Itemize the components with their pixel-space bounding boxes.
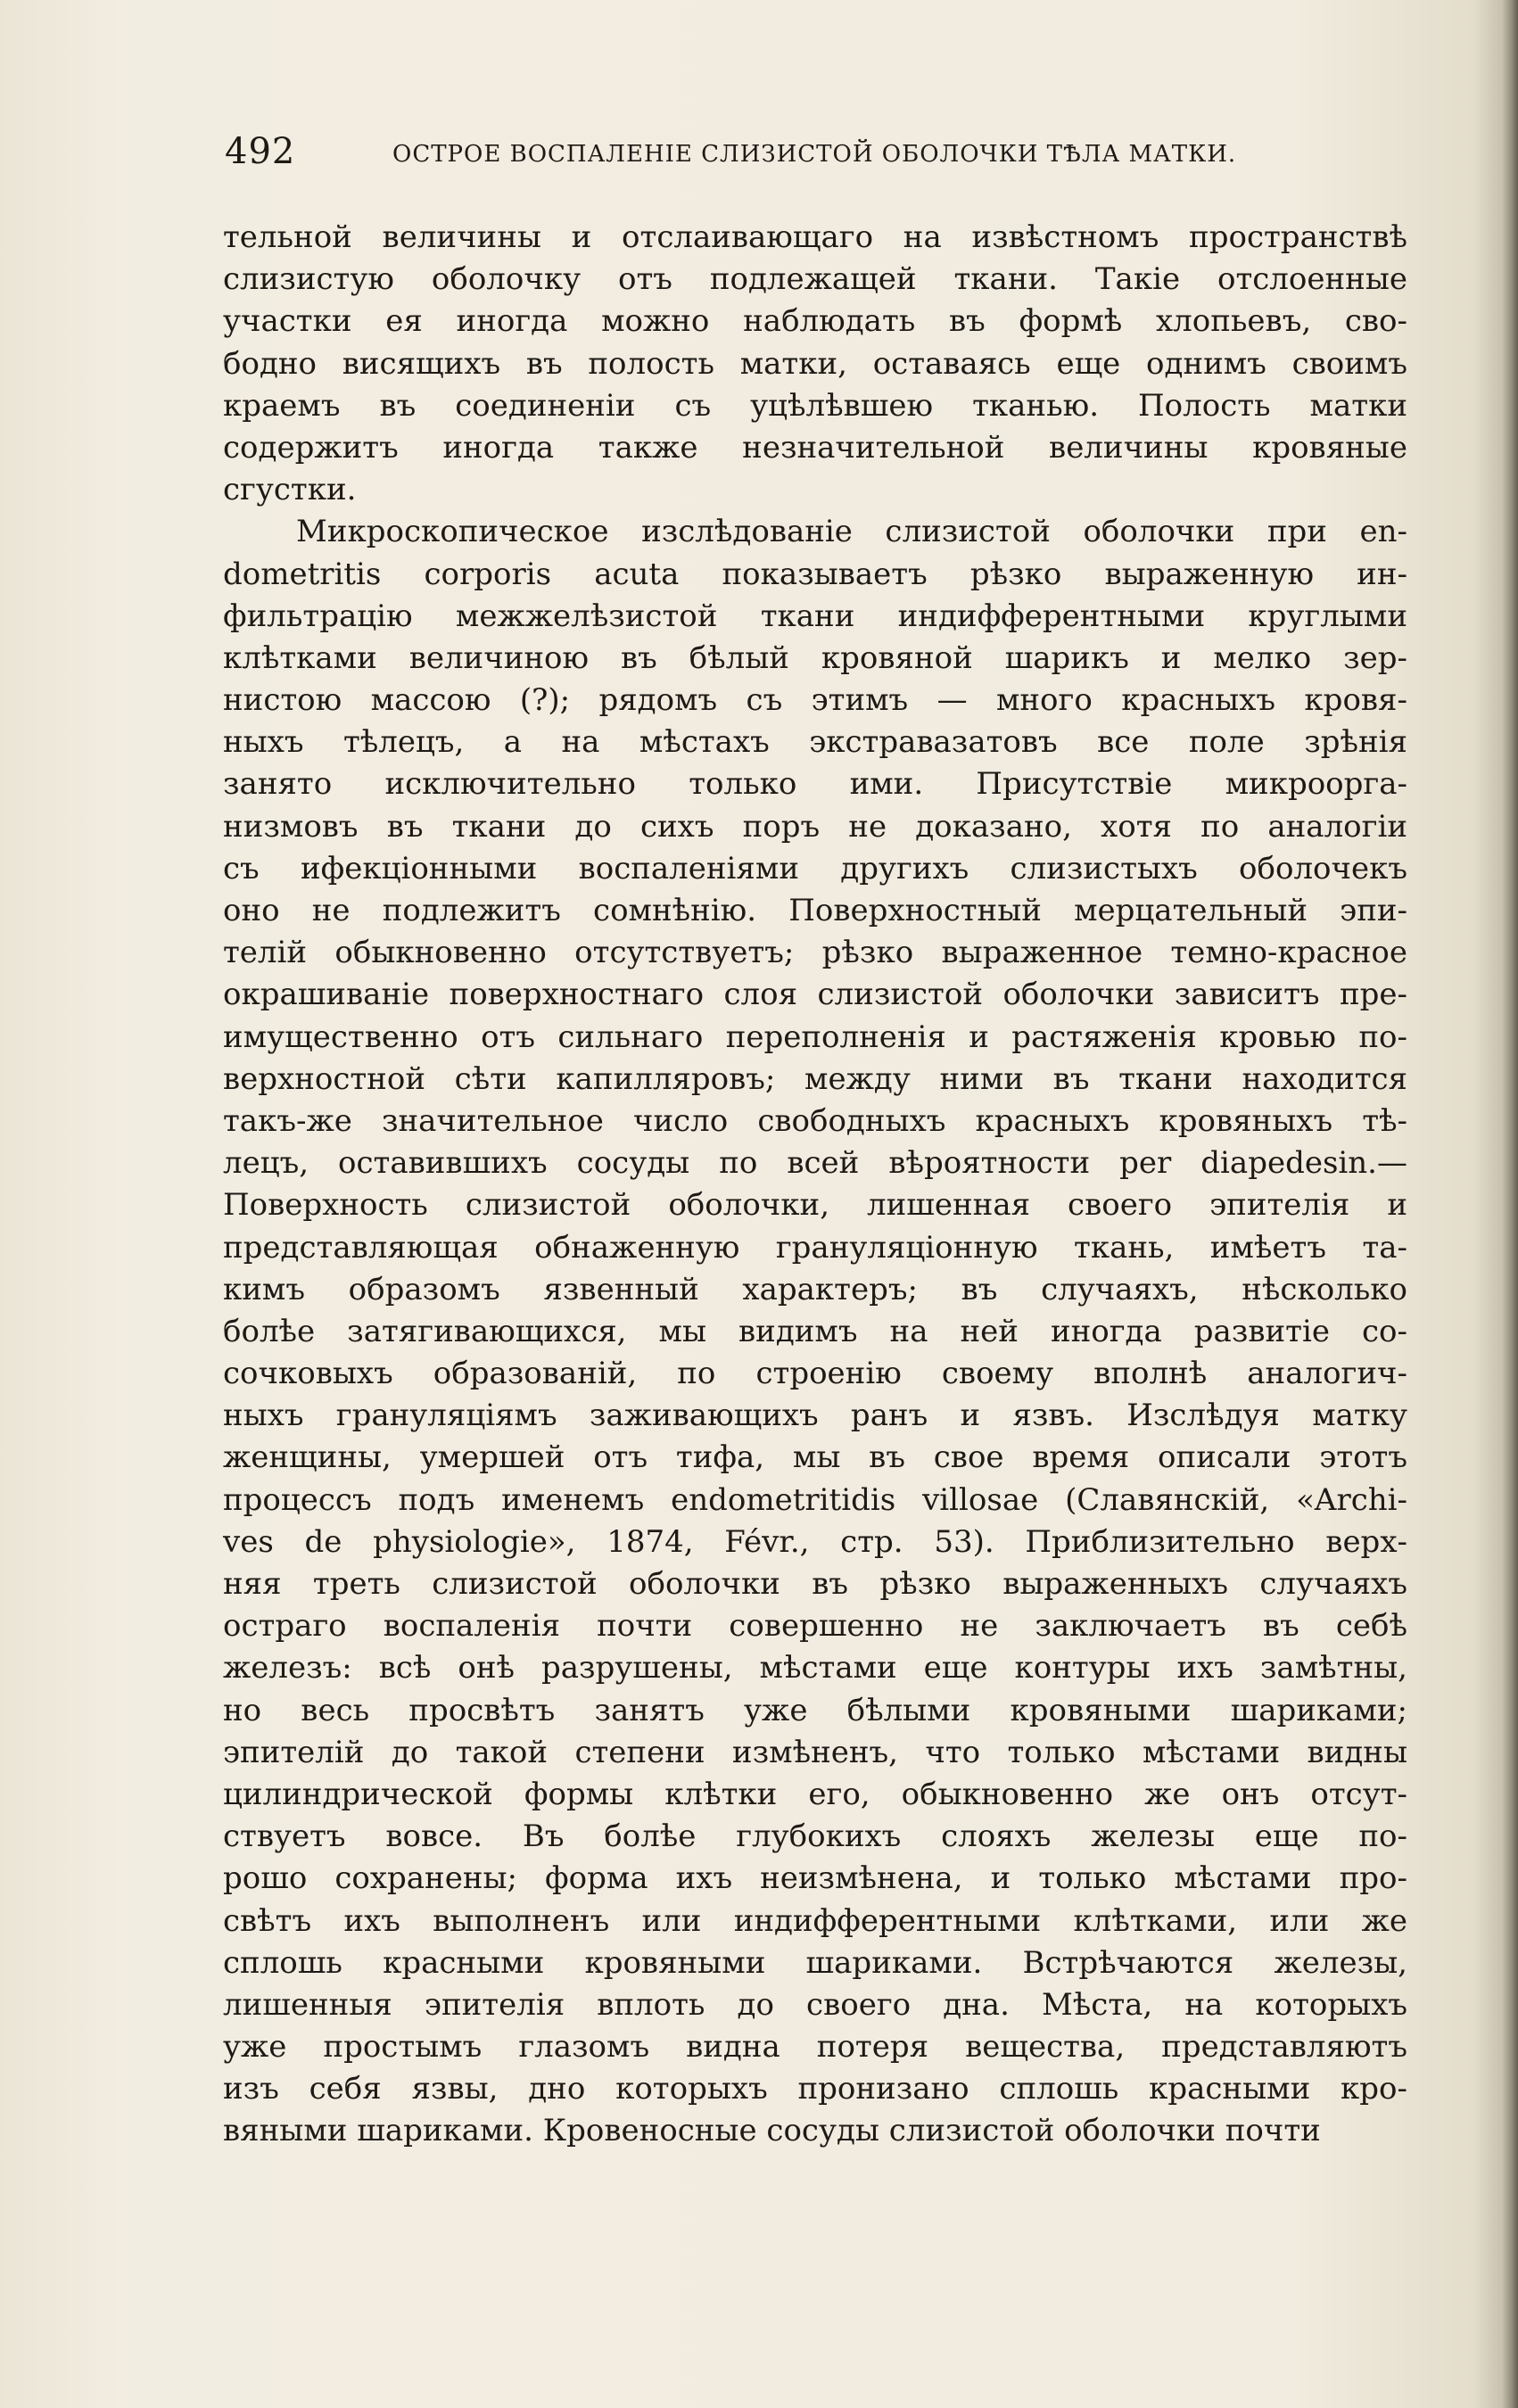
text-line: Поверхность слизистой оболочки, лишенная своего эпителія и: [223, 1187, 1407, 1224]
text-line: тельной величины и отслаивающаго на извѣстномъ пространствѣ: [223, 219, 1407, 255]
text-line: Микроскопическое изслѣдованіе слизистой оболочки при en-: [296, 514, 1407, 550]
text-line: съ ифекціонными воспаленіями другихъ слизистыхъ оболочекъ: [223, 850, 1407, 887]
text-line: оно не подлежитъ сомнѣнію. Поверхностный мерцательный эпи-: [223, 893, 1407, 928]
text-line: свѣтъ ихъ выполненъ или индифферентными клѣтками, или же: [223, 1902, 1407, 1939]
text-line: лишенныя эпителія вплоть до своего дна. Мѣста, на которыхъ: [223, 1986, 1407, 2023]
text-line: ныхъ грануляціямъ заживающихъ ранъ и язвъ. Изслѣдуя матку: [223, 1398, 1407, 1434]
page-edge-shadow: [1502, 0, 1518, 2408]
text-line: низмовъ въ ткани до сихъ поръ не доказано, хотя по аналогіи: [223, 808, 1407, 845]
text-line: сгустки.: [223, 472, 357, 508]
text-line: рошо сохранены; форма ихъ неизмѣнена, и только мѣстами про-: [223, 1860, 1407, 1897]
text-line: сочковыхъ образованій, по строенію своему вполнѣ аналогич-: [223, 1356, 1407, 1392]
text-line: женщины, умершей отъ тифа, мы въ свое время описали этотъ: [223, 1439, 1407, 1476]
text-line: вяными шариками. Кровеносные сосуды слизистой оболочки почти: [223, 2113, 1321, 2149]
text-line: няя треть слизистой оболочки въ рѣзко выраженныхъ случаяхъ: [223, 1566, 1407, 1602]
text-line: содержитъ иногда также незначительной величины кровяные: [223, 429, 1407, 466]
text-line: остраго воспаленія почти совершенно не заключаетъ въ себѣ: [223, 1608, 1407, 1645]
text-line: имущественно отъ сильнаго переполненія и растяженія кровью по-: [223, 1018, 1407, 1055]
text-line: бодно висящихъ въ полость матки, оставаясь еще однимъ своимъ: [223, 345, 1407, 382]
body-text: [223, 217, 1407, 2153]
text-line: клѣтками величиною въ бѣлый кровяной шарикъ и мелко зер-: [223, 639, 1407, 676]
text-line: слизистую оболочку отъ подлежащей ткани. Такіе отслоенные: [223, 261, 1407, 298]
page-number: 492: [225, 131, 296, 172]
text-line: эпителій до такой степени измѣненъ, что только мѣстами видны: [223, 1734, 1407, 1770]
text-line: но весь просвѣтъ занятъ уже бѣлыми кровяными шариками;: [223, 1692, 1407, 1728]
text-line: верхностной сѣти капилляровъ; между ними въ ткани находится: [223, 1060, 1407, 1097]
text-line: краемъ въ соединеніи съ уцѣлѣвшею тканью. Полость матки: [223, 387, 1407, 424]
text-line: сплошь красными кровяными шариками. Встрѣчаются железы,: [223, 1944, 1407, 1981]
text-line: dometritis corporis acuta показываетъ рѣзко выраженную ин-: [223, 556, 1407, 592]
text-line: ныхъ тѣлецъ, а на мѣстахъ экстравазатовъ все поле зрѣнія: [223, 724, 1407, 761]
text-line: участки ея иногда можно наблюдать въ формѣ хлопьевъ, сво-: [223, 303, 1407, 340]
running-title: ОСТРОЕ ВОСПАЛЕНІЕ СЛИЗИСТОЙ ОБОЛОЧКИ ТѢЛА МАТКИ.: [392, 141, 1237, 168]
text-line: кимъ образомъ язвенный характеръ; въ случаяхъ, нѣсколько: [223, 1271, 1407, 1307]
text-line: лецъ, оставившихъ сосуды по всей вѣроятности per diapedesin.—: [223, 1145, 1407, 1182]
text-line: фильтрацію межжелѣзистой ткани индифферентными круглыми: [223, 598, 1407, 634]
text-line: процессъ подъ именемъ endometritidis villosae (Славянскій, «Archi-: [223, 1481, 1407, 1518]
text-line: уже простымъ глазомъ видна потеря вещества, представляютъ: [223, 2029, 1407, 2066]
text-line: цилиндрической формы клѣтки его, обыкновенно же онъ отсут-: [223, 1776, 1407, 1812]
text-line: железъ: всѣ онѣ разрушены, мѣстами еще контуры ихъ замѣтны,: [223, 1650, 1407, 1686]
text-line: ствуетъ вовсе. Въ болѣе глубокихъ слояхъ железы еще по-: [223, 1818, 1407, 1855]
text-line: изъ себя язвы, дно которыхъ пронизано сплошь красными кро-: [223, 2071, 1407, 2107]
text-line: окрашиваніе поверхностнаго слоя слизистой оболочки зависитъ пре-: [223, 977, 1407, 1013]
text-line: представляющая обнаженную грануляціонную ткань, имѣетъ та-: [223, 1229, 1407, 1266]
text-line: болѣе затягивающихся, мы видимъ на ней иногда развитіе со-: [223, 1313, 1407, 1349]
text-line: ves de physiologie», 1874, Févr., стр. 53). Приблизительно верх-: [223, 1523, 1407, 1560]
text-line: занято исключительно только ими. Присутствіе микроорга-: [223, 766, 1407, 803]
text-line: телій обыкновенно отсутствуетъ; рѣзко выраженное темно-красное: [223, 935, 1407, 971]
page-header: [223, 131, 1329, 172]
text-line: нистою массою (?); рядомъ съ этимъ — много красныхъ кровя-: [223, 682, 1407, 719]
text-line: такъ-же значительное число свободныхъ красныхъ кровяныхъ тѣ-: [223, 1102, 1407, 1139]
